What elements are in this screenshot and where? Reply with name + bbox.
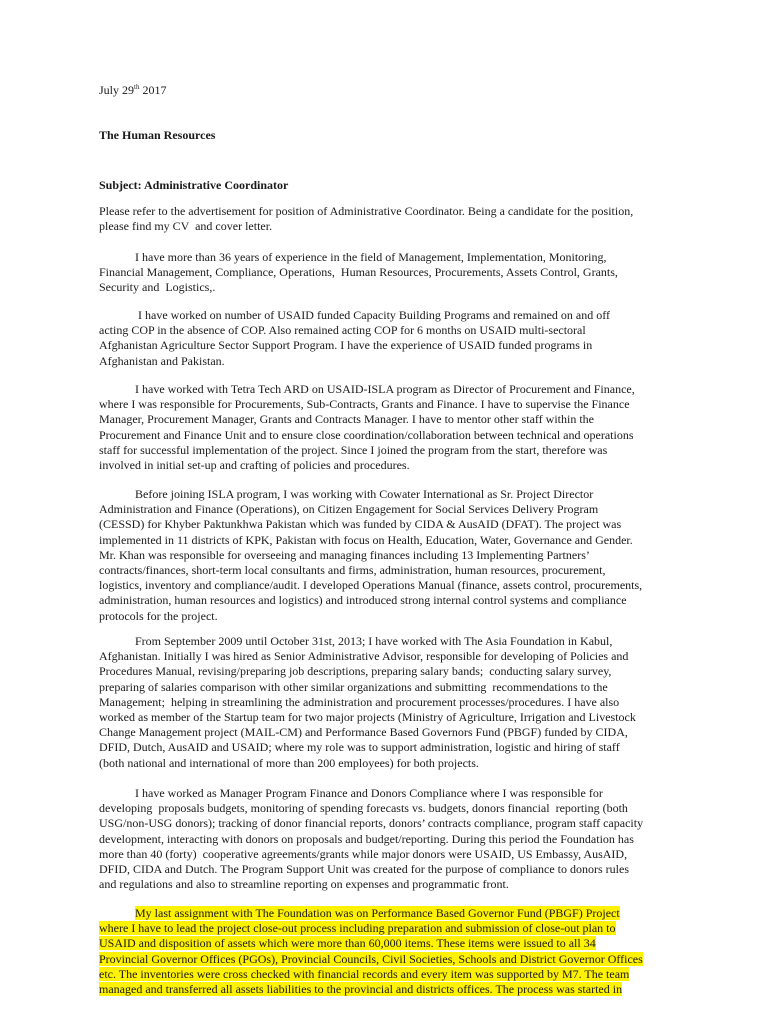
paragraph-6-line: (both national and international of more than 200 employees) for both projects. bbox=[99, 755, 479, 770]
paragraph-4-line: Manager, Procurement Manager, Grants and Contracts Manager. I have to mentor other staff within the bbox=[99, 412, 594, 427]
paragraph-5-line: Administration and Finance (Operations), on Citizen Engagement for Social Services Delivery Program bbox=[99, 502, 599, 517]
paragraph-3-line: acting COP in the absence of COP. Also remained acting COP for 6 months on USAID multi-sectoral bbox=[99, 323, 586, 338]
paragraph-4-line: involved in initial set-up and crafting of policies and procedures. bbox=[99, 458, 410, 472]
paragraph-6-line: Afghanistan. Initially I was hired as Senior Administrative Advisor, responsible for developing of Policies and bbox=[99, 649, 629, 664]
paragraph-4-line: staff for successful implementation of the project. Since I joined the program from the start, therefore was bbox=[99, 442, 608, 457]
paragraph-5-line: implemented in 11 districts of KPK, Pakistan with focus on Health, Education, Water, Governance and Gender. bbox=[99, 532, 633, 547]
paragraph-4-line: I have worked with Tetra Tech ARD on USAID-ISLA program as Director of Procurement and Finance, bbox=[99, 382, 635, 396]
paragraph-1-line: please find my CV and cover letter. bbox=[99, 219, 273, 234]
paragraph-6-line: DFID, Dutch, AusAID and USAID; where my role was to support administration, logistic and hiring of staff bbox=[99, 740, 620, 755]
paragraph-6-line: preparing of salaries comparison with other similar organizations and submitting recommendations to the bbox=[99, 679, 608, 694]
paragraph-6-line: From September 2009 until October 31st, 2013; I have worked with The Asia Foundation in Kabul, bbox=[99, 634, 613, 648]
paragraph-5-line: administration, human resources and logistics) and introduced strong internal control systems and compliance bbox=[99, 593, 627, 608]
paragraph-6-line: Management; helping in streamlining the administration and procurement processes/procedures. I have also bbox=[99, 694, 620, 709]
paragraph-2-line: Security and Logistics,. bbox=[99, 280, 216, 295]
paragraph-7-line: DFID, CIDA and Dutch. The Program Support Unit was created for the purpose of compliance to donors rules bbox=[99, 862, 629, 876]
paragraph-2-line: Financial Management, Compliance, Operations, Human Resources, Procurements, Assets Control, Grants, bbox=[99, 265, 618, 280]
paragraph-8-line: Provincial Governor Offices (PGOs), Provincial Councils, Civil Societies, Schools and District Governor Offices bbox=[99, 951, 643, 966]
letter-date: July 29th 2017 bbox=[99, 83, 167, 97]
paragraph-1-line: Please refer to the advertisement for position of Administrative Coordinator. Being a candidate for the position, bbox=[99, 204, 634, 218]
paragraph-5-line: protocols for the project. bbox=[99, 608, 218, 623]
paragraph-6-line: worked as member of the Startup team for two major projects (Ministry of Agriculture, Irrigation and Livestock bbox=[99, 710, 636, 724]
paragraph-2-line: I have more than 36 years of experience in the field of Management, Implementation, Monitoring, bbox=[99, 250, 607, 264]
paragraph-8-line: USAID and disposition of assets which were more than 60,000 items. These items were issued to all 34 bbox=[99, 936, 596, 951]
paragraph-7-line: developing proposals budgets, monitoring of spending forecasts vs. budgets, donors financial reporting (both bbox=[99, 801, 628, 816]
paragraph-5-line: (CESSD) for Khyber Paktunkhwa Pakistan which was funded by CIDA & AusAID (DFAT). The project was bbox=[99, 517, 622, 532]
paragraph-8-line: where I have to lead the project close-out process including preparation and submission of close-out plan to bbox=[99, 921, 616, 936]
paragraph-6-line: Procedures Manual, revising/preparing job descriptions, preparing salary bands; conducting salary survey, bbox=[99, 664, 612, 679]
paragraph-3-line: Afghanistan and Pakistan. bbox=[99, 353, 225, 368]
paragraph-8-line: My last assignment with The Foundation was on Performance Based Governor Fund (PBGF) Project bbox=[135, 906, 620, 920]
paragraph-5-line: logistics, inventory and compliance/audit. I developed Operations Manual (finance, assets control, procurements, bbox=[99, 578, 643, 593]
paragraph-8-line: managed and transferred all assets liabilities to the provincial and districts offices. The process was started in bbox=[99, 982, 623, 996]
paragraph-4-line: where I was responsible for Procurements, Sub-Contracts, Grants and Finance. I have to supervise the Finance bbox=[99, 397, 630, 412]
paragraph-6-line: Change Management project (MAIL-CM) and Performance Based Governors Fund (PBGF) funded by CIDA, bbox=[99, 725, 628, 740]
paragraph-5-line: Mr. Khan was responsible for overseeing and managing finances including 13 Implementing Partners’ bbox=[99, 547, 590, 562]
paragraph-7-line: I have worked as Manager Program Finance and Donors Compliance where I was responsible for bbox=[99, 786, 603, 800]
paragraph-7-line: more than 40 (forty) cooperative agreements/grants while major donors were USAID, US Embassy, AusAID, bbox=[99, 846, 628, 861]
paragraph-7-line: development, interacting with donors on proposals and budget/reporting. During this period the Foundation has bbox=[99, 831, 634, 846]
paragraph-3-line: I have worked on number of USAID funded Capacity Building Programs and remained on and off bbox=[99, 308, 611, 322]
paragraph-5-line: contracts/finances, short-term local consultants and firms, administration, human resources, procurement, bbox=[99, 563, 606, 577]
paragraph-8-line: etc. The inventories were cross checked with financial records and every item was supported by M7. The team bbox=[99, 966, 630, 981]
subject-line: Subject: Administrative Coordinator bbox=[99, 178, 289, 192]
paragraph-3-line: Afghanistan Agriculture Sector Support Program. I have the experience of USAID funded programs in bbox=[99, 338, 593, 353]
paragraph-7-line: and regulations and also to streamline reporting on expenses and programmatic front. bbox=[99, 877, 509, 892]
recipient-line: The Human Resources bbox=[99, 128, 216, 142]
paragraph-7-line: USG/non-USG donors); tracking of donor financial reports, donors’ contracts compliance, program staff capacity bbox=[99, 816, 644, 831]
paragraph-4-line: Procurement and Finance Unit and to ensure close coordination/collaboration between technical and operations bbox=[99, 427, 634, 442]
paragraph-5-line: Before joining ISLA program, I was working with Cowater International as Sr. Project Director bbox=[99, 487, 594, 501]
